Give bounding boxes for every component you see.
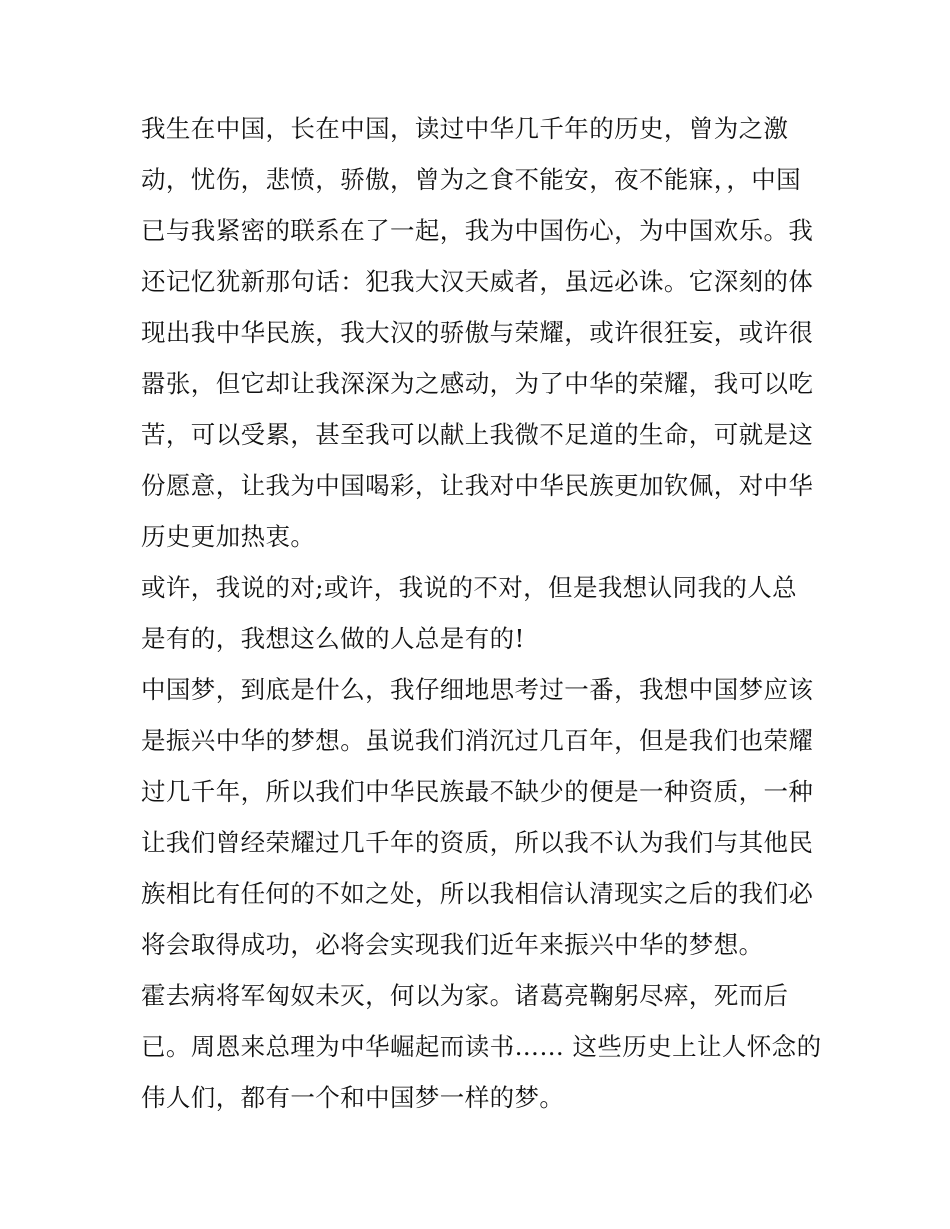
text-line: 历史更加热衷。	[141, 522, 316, 551]
paragraph	[141, 664, 821, 970]
text-line: 是有的，我想这么做的人总是有的!	[141, 624, 525, 653]
text-line: 还记忆犹新那句话：犯我大汉天威者，虽远必诛。它深刻的体	[141, 267, 814, 296]
paragraph	[141, 970, 821, 1123]
text-line: 已与我紧密的联系在了一起，我为中国伤心，为中国欢乐。我	[141, 216, 814, 245]
text-line: 现出我中华民族，我大汉的骄傲与荣耀，或许很狂妄，或许很	[141, 318, 814, 347]
paragraph	[141, 103, 821, 562]
text-line: 苦，可以受累，甚至我可以献上我微不足道的生命，可就是这	[141, 420, 814, 449]
text-line: 是振兴中华的梦想。虽说我们消沉过几百年，但是我们也荣耀	[141, 726, 814, 755]
text-line: 将会取得成功，必将会实现我们近年来振兴中华的梦想。	[141, 930, 764, 959]
text-line: 已。周恩来总理为中华崛起而读书…… 这些历史上让人怀念的	[141, 1032, 822, 1061]
text-line: 我生在中国，长在中国，读过中华几千年的历史，曾为之激	[141, 114, 789, 143]
paragraph	[141, 562, 821, 664]
text-line: 霍去病将军匈奴未灭，何以为家。诸葛亮鞠躬尽瘁，死而后	[141, 981, 789, 1010]
text-line: 让我们曾经荣耀过几千年的资质，所以我不认为我们与其他民	[141, 828, 814, 857]
text-line: 中国梦，到底是什么，我仔细地思考过一番，我想中国梦应该	[141, 675, 814, 704]
text-line: 伟人们，都有一个和中国梦一样的梦。	[141, 1083, 565, 1112]
document-body	[141, 103, 821, 1123]
text-line: 或许，我说的对;或许，我说的不对，但是我想认同我的人总	[141, 573, 798, 602]
text-line: 份愿意，让我为中国喝彩，让我对中华民族更加钦佩，对中华	[141, 471, 814, 500]
text-line: 族相比有任何的不如之处，所以我相信认清现实之后的我们必	[141, 879, 814, 908]
text-line: 嚣张，但它却让我深深为之感动，为了中华的荣耀，我可以吃	[141, 369, 814, 398]
text-line: 过几千年，所以我们中华民族最不缺少的便是一种资质，一种	[141, 777, 814, 806]
text-line: 动，忧伤，悲愤，骄傲，曾为之食不能安，夜不能寐，，中国	[141, 165, 802, 194]
